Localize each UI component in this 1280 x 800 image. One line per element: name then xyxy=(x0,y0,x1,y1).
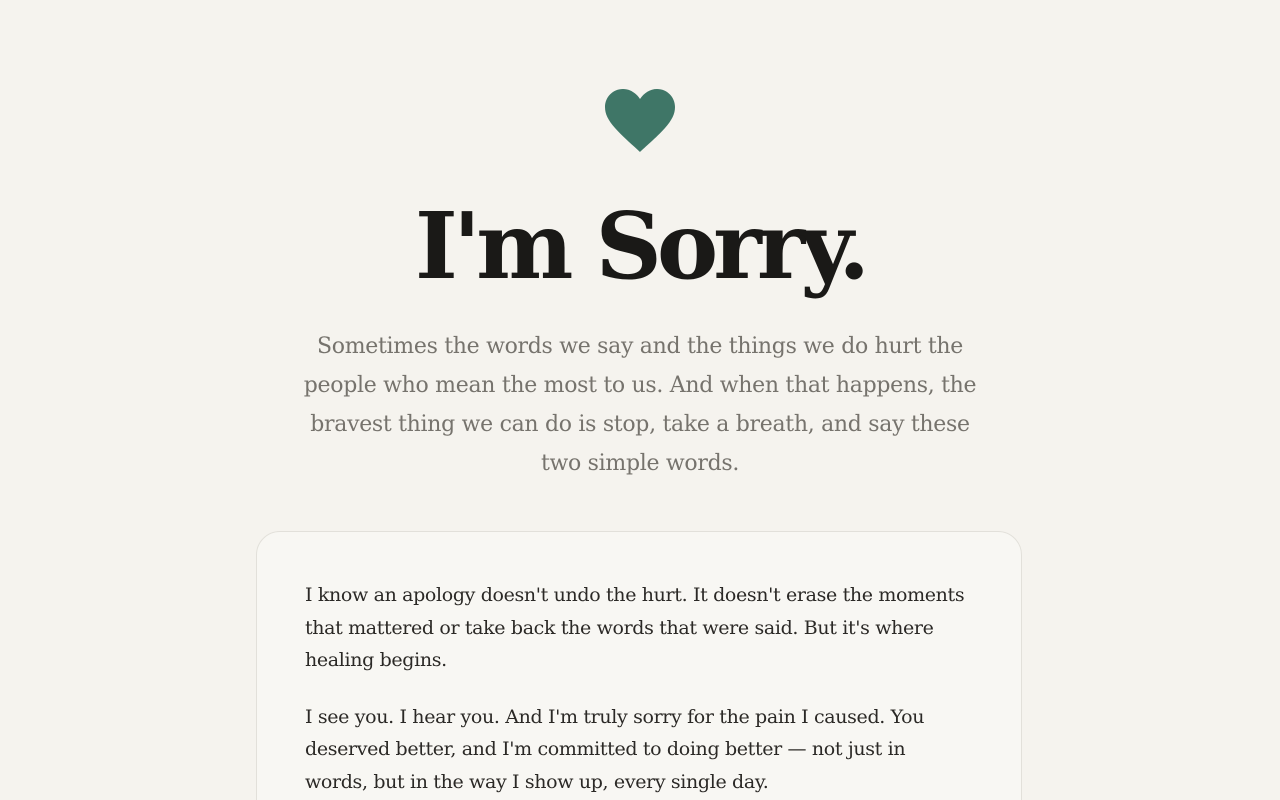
heart-icon xyxy=(605,89,675,153)
page-title: I'm Sorry. xyxy=(414,192,866,300)
page-subtitle: Sometimes the words we say and the things we do hurt the people who mean the most to us. And when that happens, the bravest thing we can do is stop, take a breath, and say these two simple words. xyxy=(303,334,977,476)
card-paragraph-1: I know an apology doesn't undo the hurt. It doesn't erase the moments that mattered or take back the words that were said. But it's where healing begins. xyxy=(305,584,965,671)
card-paragraph-2: I see you. I hear you. And I'm truly sorry for the pain I caused. You deserved better, and I'm committed to doing better — not just in words, but in the way I show up, every single day. xyxy=(305,705,925,793)
apology-card xyxy=(256,531,1022,800)
